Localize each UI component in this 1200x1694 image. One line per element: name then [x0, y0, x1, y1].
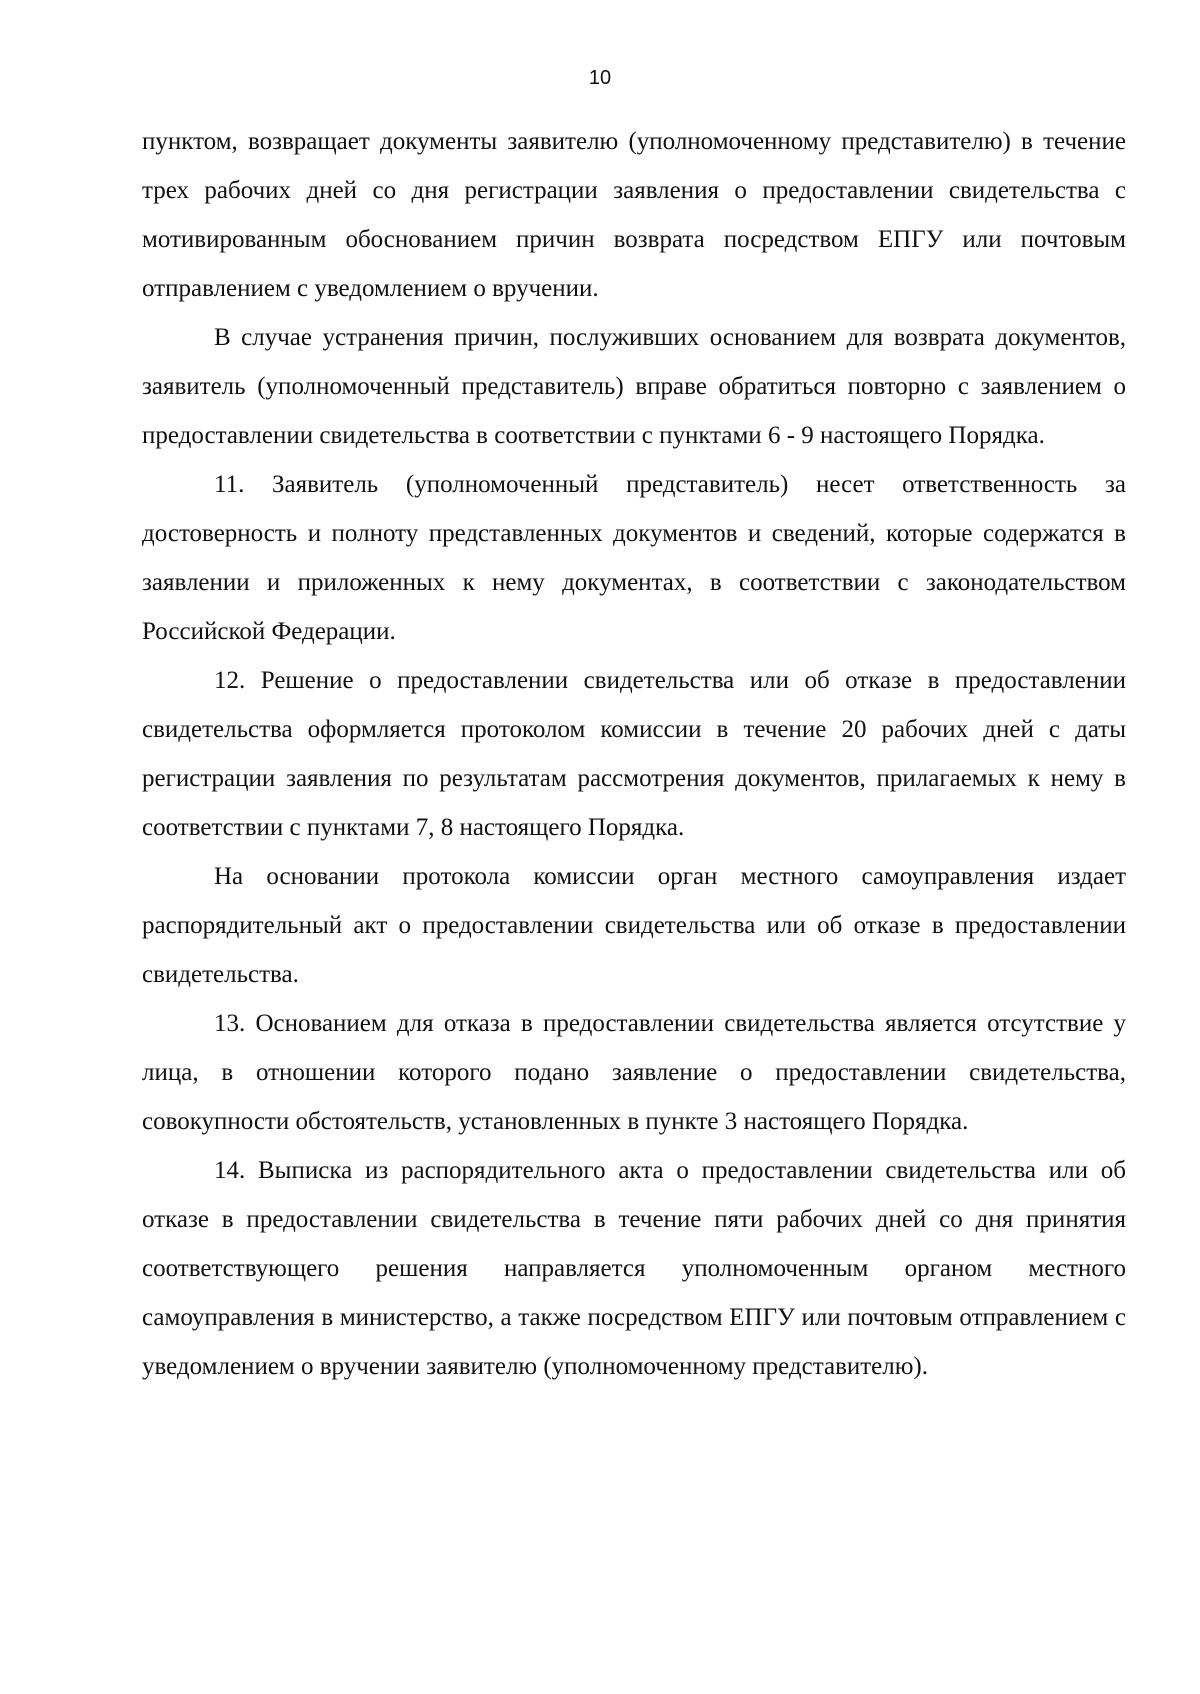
- paragraph-item-12: 12. Решение о предоставлении свидетельства или об отказе в предоставлении свидетельства оформляется протоколом комиссии в течение 20 рабочих дней с даты регистрации заявления по результатам рассмотрения документов, прилагаемых к нему в соответствии с пунктами 7, 8 настоящего Порядка.: [142, 667, 1126, 841]
- document-body: [142, 117, 1126, 1391]
- paragraph-item-13: 13. Основанием для отказа в предоставлении свидетельства является отсутствие у лица, в отношении которого подано заявление о предоставлении свидетельства, совокупности обстоятельств, установленных в пункте 3 настоящего Порядка.: [142, 1010, 1126, 1135]
- paragraph-resubmission: В случае устранения причин, послуживших основанием для возврата документов, заявитель (уполномоченный представитель) вправе обратиться повторно с заявлением о предоставлении свидетельства в соответствии с пунктами 6 - 9 настоящего Порядка.: [142, 324, 1126, 449]
- paragraph-protocol-act: На основании протокола комиссии орган местного самоуправления издает распорядительный акт о предоставлении свидетельства или об отказе в предоставлении свидетельства.: [142, 863, 1126, 988]
- paragraph-item-11: 11. Заявитель (уполномоченный представитель) несет ответственность за достоверность и полноту представленных документов и сведений, которые содержатся в заявлении и приложенных к нему документах, в соответствии с законодательством Российской Федерации.: [142, 471, 1126, 645]
- paragraph-continuation: пунктом, возвращает документы заявителю (уполномоченному представителю) в течение трех рабочих дней со дня регистрации заявления о предоставлении свидетельства с мотивированным обоснованием причин возврата посредством ЕПГУ или почтовым отправлением с уведомлением о вручении.: [142, 128, 1126, 302]
- paragraph-item-14: 14. Выписка из распорядительного акта о предоставлении свидетельства или об отказе в предоставлении свидетельства в течение пяти рабочих дней со дня принятия соответствующего решения направляется уполномоченным органом местного самоуправления в министерство, а также посредством ЕПГУ или почтовым отправлением с уведомлением о вручении заявителю (уполномоченному представителю).: [142, 1157, 1126, 1380]
- page-number: 10: [588, 67, 612, 89]
